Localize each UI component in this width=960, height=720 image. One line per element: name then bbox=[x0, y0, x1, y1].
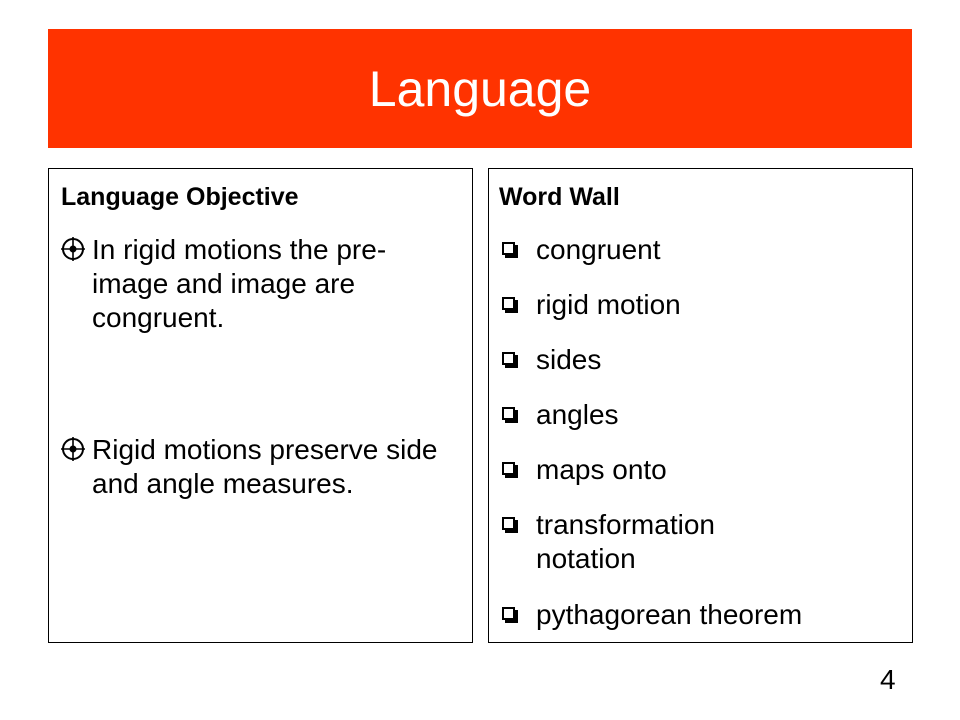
word-wall-item-text: angles bbox=[536, 399, 619, 430]
checkbox-icon bbox=[502, 607, 515, 620]
word-wall-item-text: congruent bbox=[536, 234, 661, 265]
word-wall-item-text: sides bbox=[536, 344, 602, 375]
word-wall-item-text: transformation notation bbox=[536, 509, 715, 574]
objective-item-text: In rigid motions the pre-image and image are congruent. bbox=[92, 234, 387, 333]
word-wall-item bbox=[499, 288, 909, 322]
checkbox-icon bbox=[502, 352, 515, 365]
word-wall-panel bbox=[488, 168, 913, 643]
word-wall-item-text: pythagorean theorem bbox=[536, 599, 803, 630]
objective-item bbox=[61, 433, 461, 501]
word-wall-heading: Word Wall bbox=[499, 183, 620, 211]
objective-item bbox=[61, 233, 461, 335]
word-wall-item bbox=[499, 598, 909, 632]
objective-item-text: Rigid motions preserve side and angle measures. bbox=[92, 434, 438, 499]
target-bullet-icon bbox=[61, 437, 85, 461]
word-wall-item bbox=[499, 343, 909, 377]
slide-title: Language bbox=[368, 60, 592, 117]
word-wall-item-text: rigid motion bbox=[536, 289, 681, 320]
checkbox-icon bbox=[502, 462, 515, 475]
checkbox-icon bbox=[502, 297, 515, 310]
title-bar bbox=[48, 29, 912, 148]
page-number: 4 bbox=[880, 664, 896, 695]
word-wall-item bbox=[499, 453, 909, 487]
checkbox-icon bbox=[502, 407, 515, 420]
checkbox-icon bbox=[502, 517, 515, 530]
word-wall-item bbox=[499, 233, 909, 267]
word-wall-item bbox=[499, 508, 819, 576]
word-wall-item-text: maps onto bbox=[536, 454, 667, 485]
target-bullet-icon bbox=[61, 237, 85, 261]
word-wall-item bbox=[499, 398, 909, 432]
checkbox-icon bbox=[502, 242, 515, 255]
objective-heading: Language Objective bbox=[61, 183, 299, 211]
language-objective-panel bbox=[48, 168, 473, 643]
